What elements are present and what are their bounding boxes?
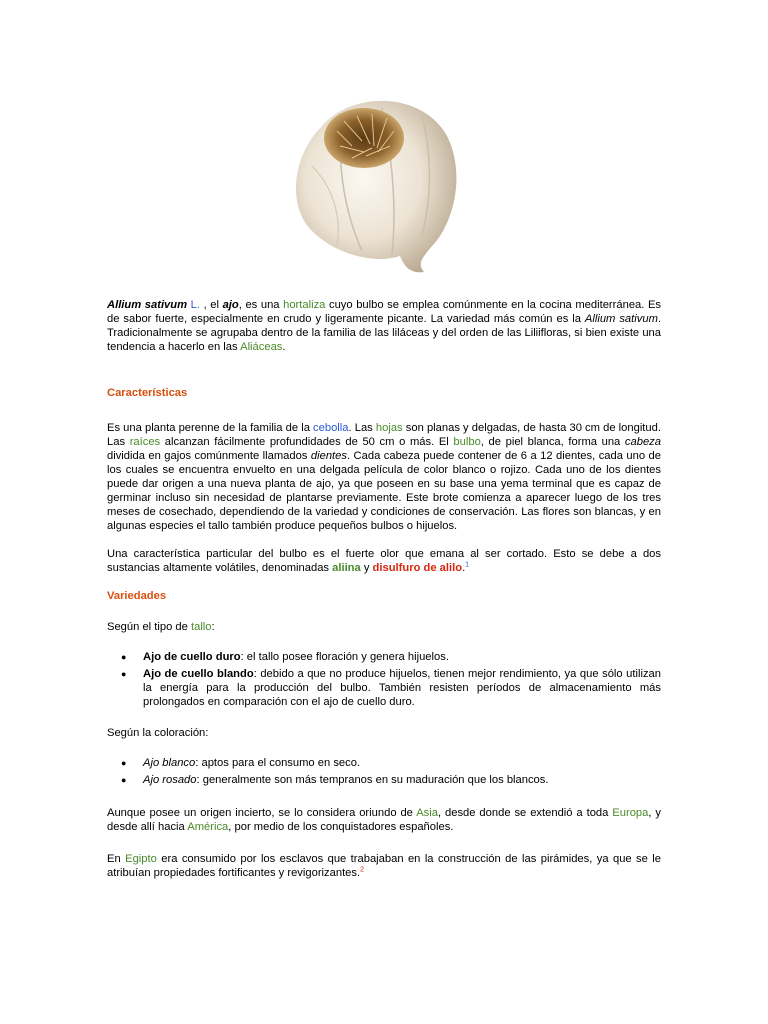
heading-caracteristicas: Características — [107, 387, 188, 399]
item-term: Ajo rosado — [143, 774, 197, 786]
item-text: : el tallo posee floración y genera hijuelos. — [240, 651, 449, 663]
text: Según el tipo de — [107, 621, 191, 633]
latin-name-2: Allium sativum — [584, 313, 658, 325]
list-item — [121, 667, 661, 709]
text: . — [462, 562, 466, 574]
text: : — [211, 621, 215, 633]
tallo-intro — [107, 620, 661, 634]
text: , de piel blanca, forma una — [480, 436, 625, 448]
bullet-icon: ● — [121, 669, 127, 679]
text: . Las — [348, 422, 376, 434]
disulfuro-link[interactable]: disulfuro de alilo — [372, 562, 463, 574]
text: . Cada cabeza puede contener de 6 a 12 dientes, cada uno de los cuales se encuentra envuelto en una delgada película de color blanco o rojizo. Cada uno de los dientes puede dar origen a una nueva planta de ajo, ya que poseen en su base una yema terminal que es capaz de germinar incluso sin necesidad de plantarse previamente. Este brote comienza a aparecer luego de los tres meses de cosechado, dependiendo de la variedad y condiciones de conservación. Las flores son blancas, y en algunas especies el tallo también produce pequeños bulbos o hijuelos. — [107, 450, 661, 532]
raices-link[interactable]: raíces — [129, 436, 161, 448]
list-item — [121, 756, 661, 770]
text: era consumido por los esclavos que trabajaban en la construcción de las pirámides, ya que se le atribuían propiedades fortificantes y revigorizantes. — [107, 853, 661, 879]
intro-paragraph — [107, 298, 661, 354]
heading-variedades: Variedades — [107, 590, 167, 602]
aliina-link[interactable]: aliina — [332, 562, 361, 574]
text: Es una planta perenne de la familia de la — [107, 422, 314, 434]
bullet-icon: ● — [121, 652, 127, 662]
text: alcanzan fácilmente profundidades de 50 cm o más. El — [160, 436, 454, 448]
egipto-link[interactable]: Egipto — [125, 853, 157, 865]
item-text: : aptos para el consumo en seco. — [195, 757, 361, 769]
tallo-list — [107, 650, 661, 709]
color-list — [107, 756, 661, 787]
text: Una característica particular del bulbo es el fuerte olor que emana al ser cortado. Esto se debe a dos sustancias altamente volátiles, denominadas — [107, 548, 661, 574]
dientes-term: dientes — [310, 450, 347, 462]
caracteristicas-paragraph-2 — [107, 547, 661, 575]
garlic-bulb-illustration — [282, 86, 466, 276]
text: , y desde allí hacia — [107, 807, 661, 833]
text: En — [107, 853, 126, 865]
bulbo-link[interactable]: bulbo — [453, 436, 481, 448]
text: , por medio de los conquistadores españoles. — [228, 821, 454, 833]
text: Aunque posee un origen incierto, se lo considera oriundo de — [107, 807, 417, 819]
europa-link[interactable]: Europa — [612, 807, 649, 819]
egipto-paragraph — [107, 852, 661, 880]
text: son planas y delgadas, de hasta 30 cm de longitud. Las — [107, 422, 661, 448]
footnote-2-link[interactable]: 2 — [360, 866, 365, 874]
bullet-icon: ● — [121, 775, 127, 785]
color-intro: Según la coloración: — [107, 727, 209, 739]
ajo-term: ajo — [222, 299, 239, 311]
asia-link[interactable]: Asia — [416, 807, 438, 819]
origen-paragraph — [107, 806, 661, 834]
cabeza-term: cabeza — [624, 436, 661, 448]
latin-name: Allium sativum — [107, 299, 188, 311]
article-body — [107, 298, 661, 880]
text: . Tradicionalmente se agrupaba dentro de la familia de las liláceas y del orden de las Liliifloras, si bien existe una tendencia a hacerlo en las — [107, 313, 661, 353]
item-term: Ajo blanco — [143, 757, 196, 769]
list-item — [121, 650, 661, 664]
tallo-link[interactable]: tallo — [190, 621, 212, 633]
footnote-1-link[interactable]: 1 — [465, 561, 470, 569]
item-text: : debido a que no produce hijuelos, tienen mejor rendimiento, ya que sólo utilizan la energía para la producción del bulbo. También resisten períodos de almacenamiento más prolongados en comparación con el ajo de cuello duro. — [143, 668, 661, 708]
text: , es una — [238, 299, 284, 311]
text: dividida en gajos comúnmente llamados — [107, 450, 311, 462]
text: cuyo bulbo se emplea comúnmente en la cocina mediterránea. Es de sabor fuerte, especialmente en crudo y ligeramente picante. La variedad más común es la — [107, 299, 662, 325]
america-link[interactable]: América — [187, 821, 229, 833]
item-term: Ajo de cuello blando — [143, 668, 254, 680]
text: , desde donde se extendió a toda — [437, 807, 613, 819]
cebolla-link[interactable]: cebolla — [313, 422, 349, 434]
text: y — [360, 562, 373, 574]
item-text: : generalmente son más tempranos en su maduración que los blancos. — [196, 774, 549, 786]
aliaceas-link[interactable]: Aliáceas — [240, 341, 283, 353]
author-link[interactable]: L. — [190, 299, 200, 311]
text: . — [282, 341, 286, 353]
item-term: Ajo de cuello duro — [143, 651, 241, 663]
caracteristicas-paragraph-1 — [107, 421, 661, 533]
text: , el — [200, 299, 223, 311]
bullet-icon: ● — [121, 758, 127, 768]
garlic-image — [282, 86, 466, 276]
hortaliza-link[interactable]: hortaliza — [283, 299, 326, 311]
list-item — [121, 773, 661, 787]
hojas-link[interactable]: hojas — [375, 422, 403, 434]
